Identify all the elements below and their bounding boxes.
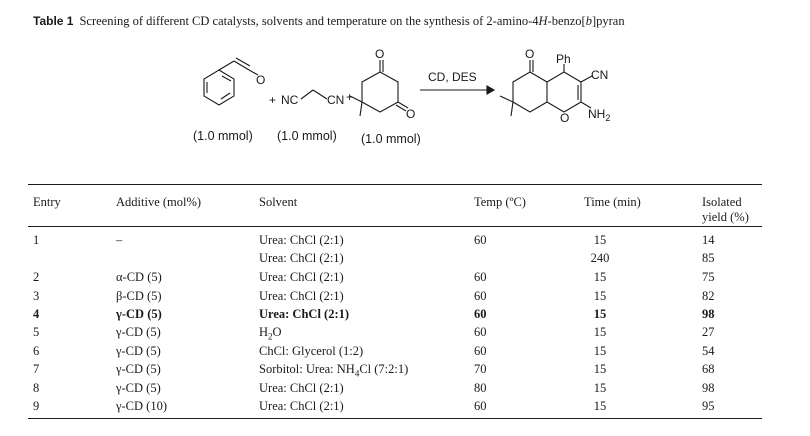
table-row-additive: γ-CD (5)	[116, 325, 161, 339]
table-row-entry: 2	[33, 270, 40, 284]
table-row-temp: 70	[474, 362, 487, 376]
table-row-entry: 3	[33, 289, 40, 303]
table-row-temp: 60	[474, 399, 487, 413]
table-top-rule	[28, 184, 762, 185]
table-row-entry: 6	[33, 344, 40, 358]
table-row-yield: 27	[702, 325, 715, 339]
table-row-solvent: Urea: ChCl (2:1)	[259, 251, 344, 265]
table-row-solvent: Urea: ChCl (2:1)	[259, 381, 344, 395]
table-row-yield: 54	[702, 344, 715, 358]
table-row-time: 15	[593, 233, 607, 247]
table-row-additive: γ-CD (5)	[116, 344, 161, 358]
table-row-entry: 9	[33, 399, 40, 413]
table-row-additive: α-CD (5)	[116, 270, 162, 284]
table-row-additive: γ-CD (5)	[116, 362, 161, 376]
table-row-time: 15	[593, 270, 607, 284]
table-row-entry: 7	[33, 362, 40, 376]
table-row-solvent: ChCl: Glycerol (1:2)	[259, 344, 364, 358]
caption-text-post: ]pyran	[591, 14, 625, 28]
product-structure	[500, 47, 610, 125]
table-row-temp: 60	[474, 325, 487, 339]
header-yield-line2: yield (%)	[702, 210, 749, 224]
table-row-temp: 80	[474, 381, 487, 395]
caption-text-pre: Screening of different CD catalysts, solvents and temperature on the synthesis of 2-amino-4	[79, 14, 539, 28]
malononitrile-cn: CN	[327, 93, 345, 107]
caption-italic-b: b	[585, 14, 592, 28]
table-row-solvent: Urea: ChCl (2:1)	[259, 307, 350, 321]
amount-malononitrile: (1.0 mmol)	[277, 129, 337, 143]
table-row-time: 15	[593, 381, 607, 395]
malononitrile-nc: NC	[281, 93, 299, 107]
product-ring-oxygen: O	[560, 111, 570, 125]
product-oxygen-top: O	[525, 47, 535, 61]
table-row-yield: 98	[702, 307, 715, 321]
table-row-entry: 4	[33, 307, 40, 321]
plus-sign-2: +	[346, 90, 354, 104]
header-additive: Additive (mol%)	[116, 195, 202, 209]
table-row-time: 15	[593, 307, 607, 321]
table-row-additive: γ-CD (10)	[116, 399, 168, 413]
plus-sign-1: +	[269, 93, 277, 107]
table-row-yield: 85	[702, 251, 715, 265]
table-row-solvent: Urea: ChCl (2:1)	[259, 270, 344, 284]
table-row-yield: 14	[702, 233, 715, 247]
table-row-time: 15	[593, 325, 607, 339]
table-row-solvent: Urea: ChCl (2:1)	[259, 399, 344, 413]
table-row-time: 15	[593, 399, 607, 413]
benzaldehyde-structure	[204, 58, 265, 105]
benzaldehyde-oxygen: O	[256, 73, 266, 87]
amount-benzaldehyde: (1.0 mmol)	[193, 129, 253, 143]
table-row-time: 15	[593, 344, 607, 358]
arrow-label: CD, DES	[428, 70, 477, 84]
table-row-temp: 60	[474, 307, 487, 321]
table-row-additive: –	[116, 233, 123, 247]
table-row-entry: 5	[33, 325, 40, 339]
table-row-entry: 1	[33, 233, 40, 247]
table-row-solvent: Urea: ChCl (2:1)	[259, 289, 344, 303]
table-row-yield: 75	[702, 270, 715, 284]
table-row-yield: 98	[702, 381, 715, 395]
product-cn: CN	[591, 68, 609, 82]
table-row-additive: β-CD (5)	[116, 289, 162, 303]
header-time: Time (min)	[584, 195, 641, 209]
dimedone-oxygen-bottom: O	[406, 107, 416, 121]
caption-italic-h: H	[538, 14, 548, 28]
table-row-temp: 60	[474, 344, 487, 358]
table-row-solvent: Sorbitol: Urea: $NH_4Cl$ (7:2:1)	[259, 362, 409, 379]
header-temp: Temp (ºC)	[474, 195, 526, 209]
table-row-temp: 60	[474, 289, 487, 303]
header-entry: Entry	[33, 195, 61, 209]
table-row-yield: 82	[702, 289, 715, 303]
table-bottom-rule	[28, 418, 762, 419]
header-solvent: Solvent	[259, 195, 298, 209]
table-label: Table 1	[33, 14, 74, 28]
table-row-temp: 60	[474, 233, 487, 247]
reaction-arrow	[420, 70, 494, 94]
table-row-entry: 8	[33, 381, 40, 395]
caption-text-mid: -benzo[	[547, 14, 586, 28]
amount-dimedone: (1.0 mmol)	[361, 132, 421, 146]
table-row-yield: 95	[702, 399, 715, 413]
product-nh: $NH_2$	[588, 107, 611, 123]
table-header-rule	[28, 226, 762, 227]
table-row-additive: γ-CD (5)	[116, 307, 162, 321]
product-ph: Ph	[556, 52, 571, 66]
table-row-time: 240	[590, 251, 610, 265]
table-row-additive: γ-CD (5)	[116, 381, 161, 395]
table-row-solvent: Urea: ChCl (2:1)	[259, 233, 344, 247]
dimedone-oxygen-top: O	[375, 47, 385, 61]
header-yield-line1: Isolated	[702, 195, 742, 209]
table-row-time: 15	[593, 289, 607, 303]
table-row-solvent: $H_2O$	[259, 325, 282, 342]
table-row-temp: 60	[474, 270, 487, 284]
table-row-yield: 68	[702, 362, 715, 376]
table-row-time: 15	[593, 362, 607, 376]
malononitrile-structure	[281, 90, 344, 107]
dimedone-structure	[350, 47, 415, 121]
reaction-scheme	[0, 0, 810, 180]
